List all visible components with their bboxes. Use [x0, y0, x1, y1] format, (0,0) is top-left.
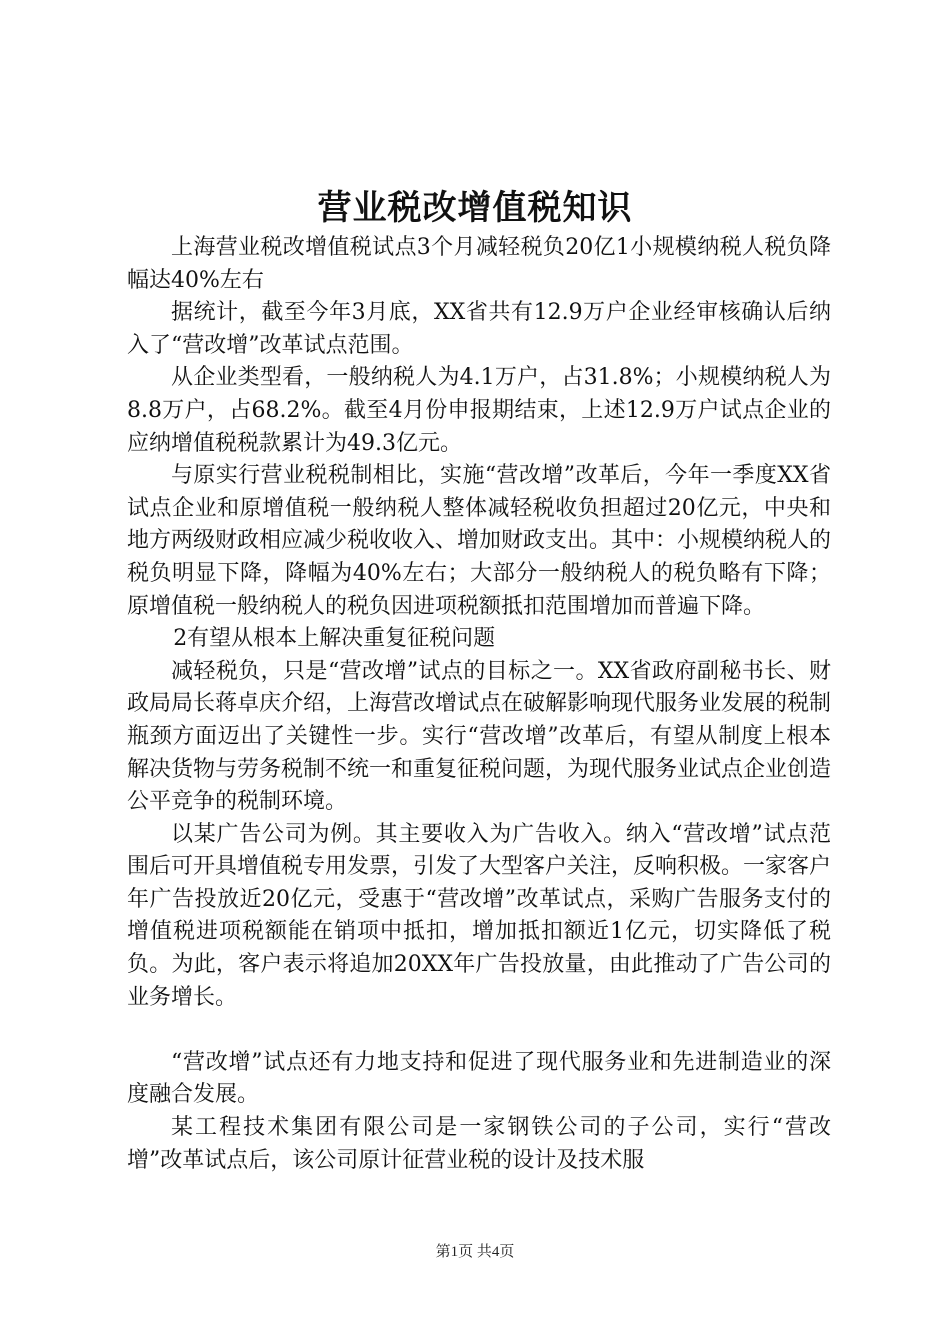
paragraph-5: 减轻税负，只是“营改增”试点的目标之一。XX省政府副秘书长、财政局局长蒋卓庆介绍，上海营改增试点在破解影响现代服务业发展的税制瓶颈方面迈出了关键性一步。实行“营改增”改革后，有望从制度上根本解决货物与劳务税制不统一和重复征税问题，为现代服务业试点企业创造公平竞争的税制环境。: [127, 658, 832, 815]
section-heading: 2有望从根本上解决重复征税问题: [173, 626, 496, 652]
paragraph-8: 某工程技术集团有限公司是一家钢铁公司的子公司，实行“营改增”改革试点后，该公司原计征营业税的设计及技术服: [127, 1115, 831, 1173]
paragraph-4: 与原实行营业税税制相比，实施“营改增”改革后，今年一季度XX省试点企业和原增值税一般纳税人整体减轻税收负担超过20亿元，中央和地方两级财政相应减少税收收入、增加财政支出。其中：小规模纳税人的税负明显下降，降幅为40%左右；大部分一般纳税人的税负略有下降；原增值税一般纳税人的税负因进项税额抵扣范围增加而普遍下降。: [127, 463, 832, 619]
paragraph-7: “营改增”试点还有力地支持和促进了现代服务业和先进制造业的深度融合发展。: [127, 1049, 831, 1108]
paragraph-3: 从企业类型看，一般纳税人为4.1万户，占31.8%；小规模纳税人为8.8万户，占68.2%。截至4月份申报期结束，上述12.9万户试点企业的应纳增值税税款累计为49.3亿元。: [127, 365, 831, 456]
page-footer: 第1页 共4页: [435, 1244, 515, 1260]
blank-line: [127, 1014, 831, 1047]
document-body: [127, 232, 831, 1177]
document-title: 营业税改增值税知识: [317, 188, 633, 228]
paragraph-6: 以某广告公司为例。其主要收入为广告收入。纳入“营改增”试点范围后可开具增值税专用发票，引发了大型客户关注，反响积极。一家客户年广告投放近20亿元，受惠于“营改增”改革试点，采购广告服务支付的增值税进项税额能在销项中抵扣，增加抵扣额近1亿元，切实降低了税负。为此，客户表示将追加20XX年广告投放量，由此推动了广告公司的业务增长。: [127, 821, 832, 1010]
paragraph-2: 据统计，截至今年3月底，XX省共有12.9万户企业经审核确认后纳入了“营改增”改革试点范围。: [127, 300, 831, 358]
paragraph-1: 上海营业税改增值税试点3个月减轻税负20亿1小规模纳税人税负降幅达40%左右: [127, 235, 831, 293]
